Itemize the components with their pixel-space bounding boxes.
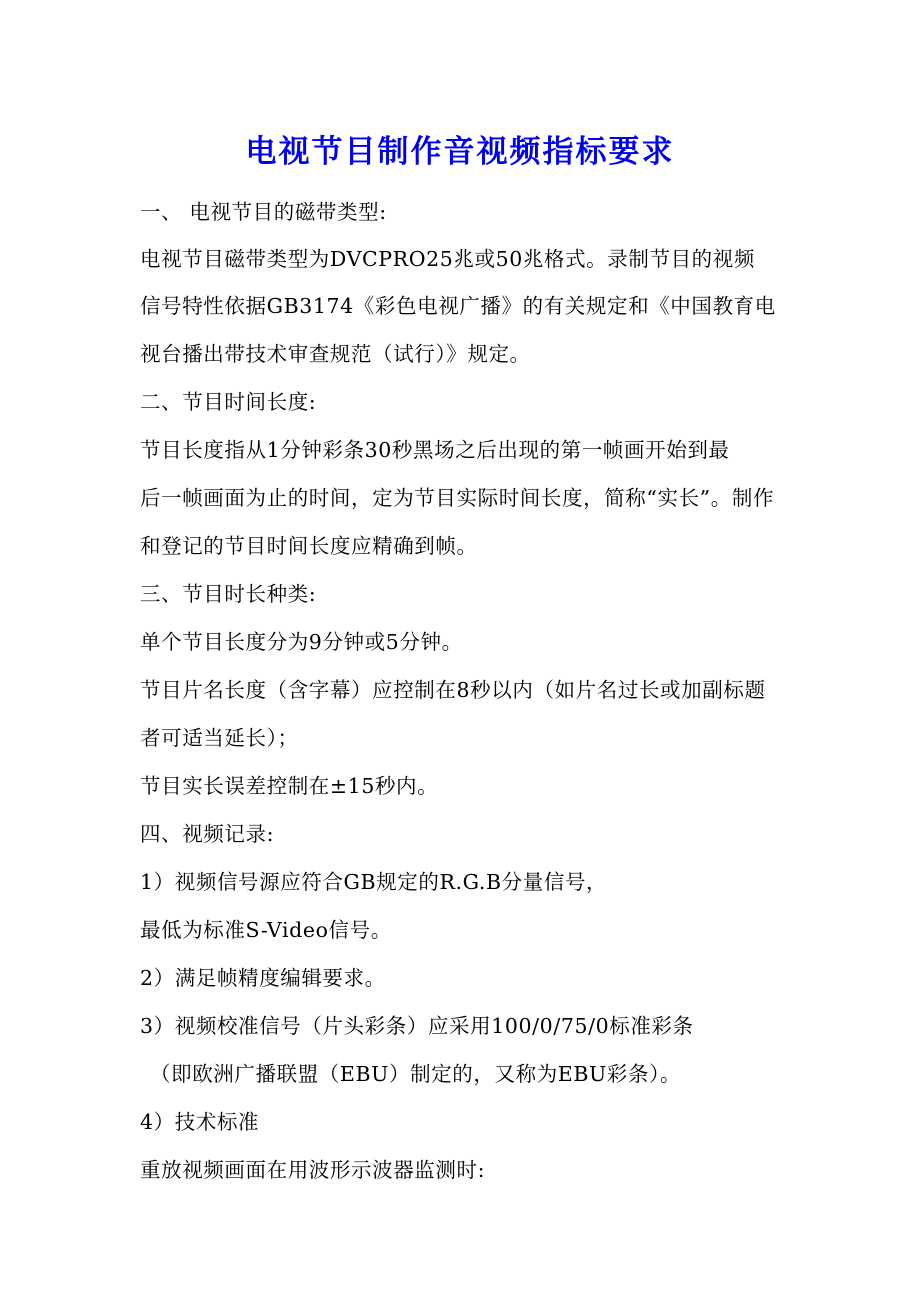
paragraph-line: 后一帧画面为止的时间，定为节目实际时间长度，简称“实长”。制作 bbox=[140, 486, 775, 510]
section-heading-4: 四、视频记录: bbox=[140, 822, 275, 846]
paragraph-line: （即欧洲广播联盟（EBU）制定的，又称为EBU彩条）。 bbox=[150, 1062, 682, 1086]
paragraph-line: 和登记的节目时间长度应精确到帧。 bbox=[140, 534, 478, 558]
section-heading-2: 二、节目时间长度: bbox=[140, 390, 317, 414]
list-item: 4）技术标准 bbox=[140, 1110, 260, 1134]
list-item: 1）视频信号源应符合GB规定的R.G.B分量信号， bbox=[140, 870, 608, 894]
paragraph-line: 视台播出带技术审查规范（试行）》规定。 bbox=[140, 342, 531, 366]
paragraph-line: 节目实长误差控制在±15秒内。 bbox=[140, 774, 439, 798]
paragraph-line: 重放视频画面在用波形示波器监测时: bbox=[140, 1158, 486, 1182]
paragraph-line: 最低为标准S-Video信号。 bbox=[140, 918, 392, 942]
list-item: 3）视频校准信号（片头彩条）应采用100/0/75/0标准彩条 bbox=[140, 1014, 694, 1038]
document-title: 电视节目制作音视频指标要求 bbox=[245, 134, 675, 170]
section-heading-3: 三、节目时长种类: bbox=[140, 582, 317, 606]
list-item: 2）满足帧精度编辑要求。 bbox=[140, 966, 386, 990]
paragraph-line: 单个节目长度分为9分钟或5分钟。 bbox=[140, 630, 463, 654]
paragraph-line: 节目片名长度（含字幕）应控制在8秒以内（如片名过长或加副标题 bbox=[140, 678, 766, 702]
section-heading-1: 一、 电视节目的磁带类型: bbox=[140, 200, 387, 224]
paragraph-line: 节目长度指从1分钟彩条30秒黑场之后出现的第一帧画开始到最 bbox=[140, 438, 730, 462]
paragraph-line: 信号特性依据GB3174《彩色电视广播》的有关规定和《中国教育电 bbox=[140, 294, 776, 318]
paragraph-line: 者可适当延长）； bbox=[140, 726, 299, 750]
paragraph-line: 电视节目磁带类型为DVCPRO25兆或50兆格式。录制节目的视频 bbox=[140, 247, 755, 271]
